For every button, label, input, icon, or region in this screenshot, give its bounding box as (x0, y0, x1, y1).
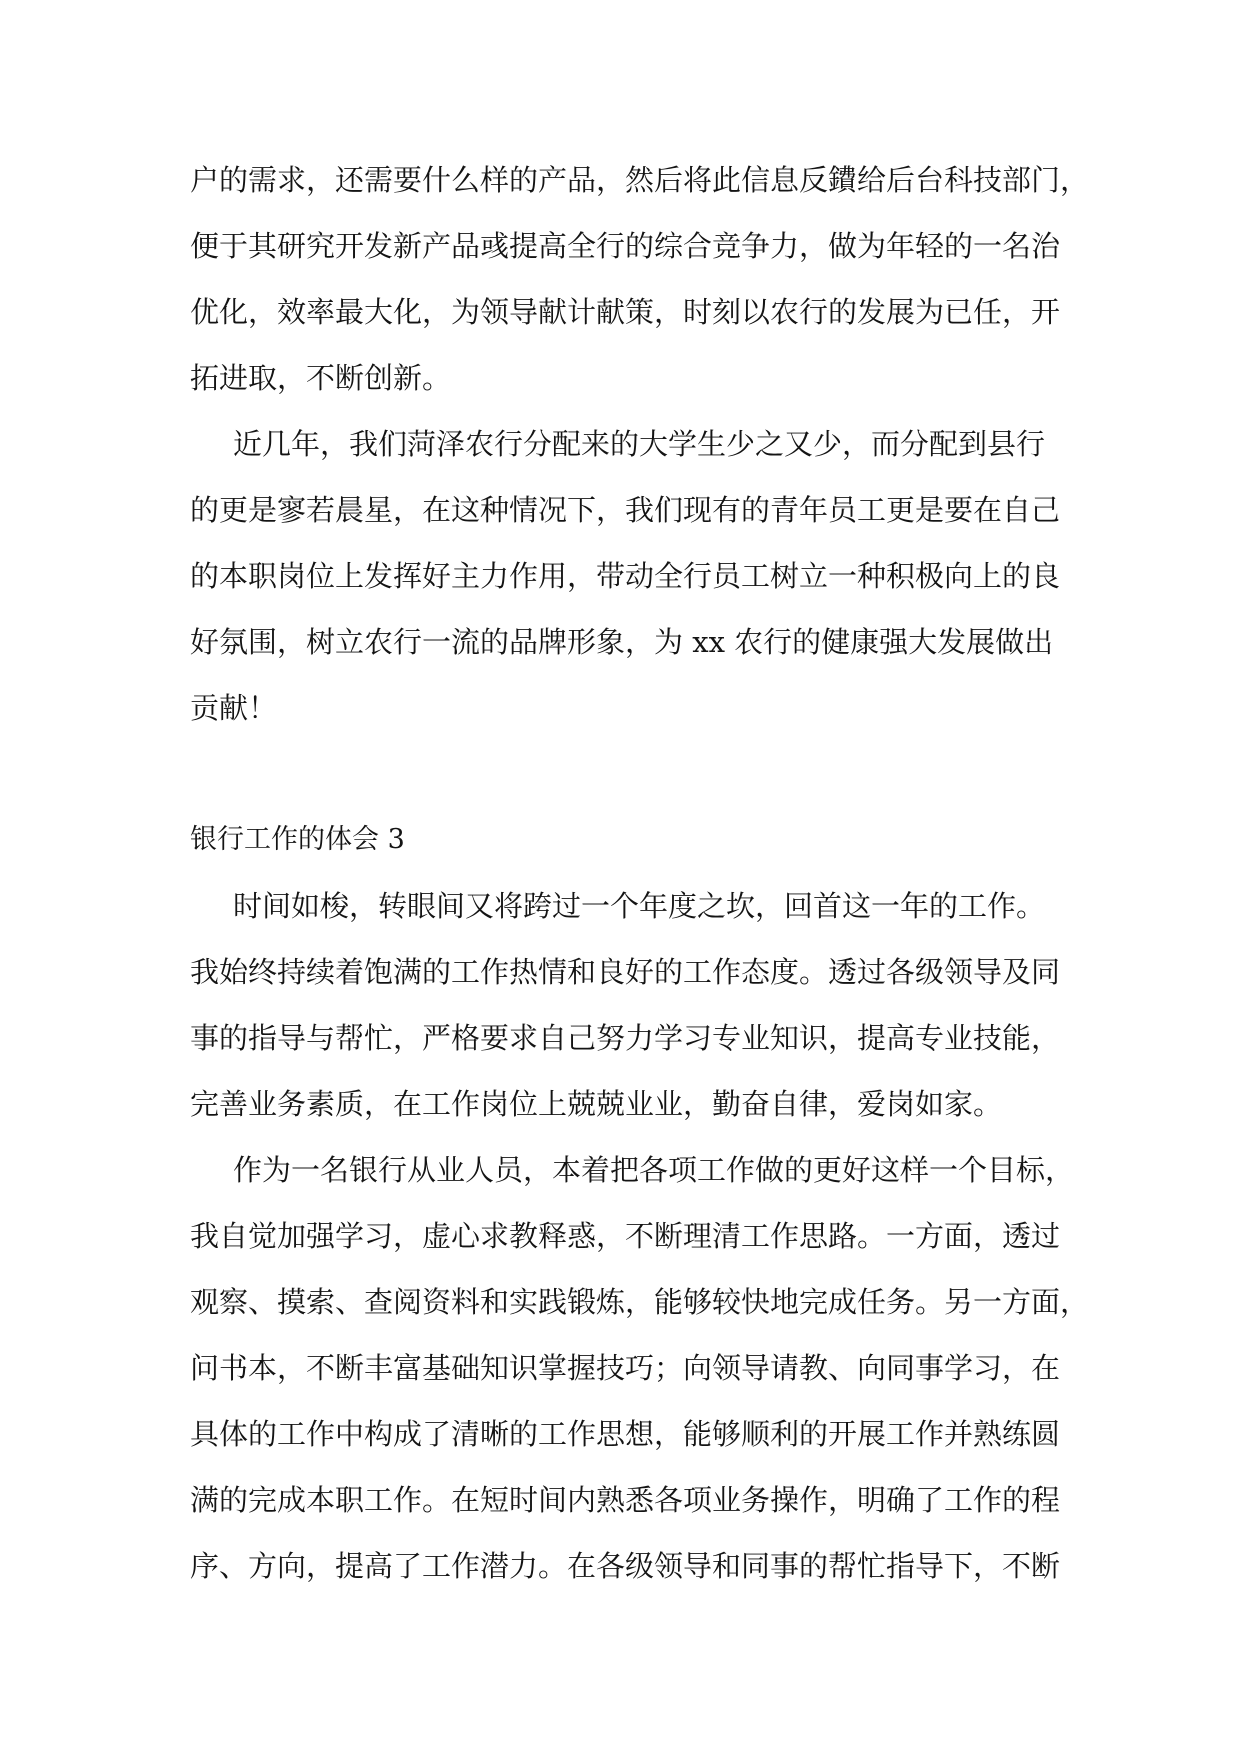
text-line: 贡献！ (190, 691, 278, 725)
text-line: 观察、摸索、查阅资料和实践锻炼，能够较快地完成任务。另一方面， (190, 1285, 1090, 1319)
text-line: 的更是寥若晨星，在这种情况下，我们现有的青年员工更是要在自己 (190, 493, 1061, 527)
text-line: 满的完成本职工作。在短时间内熟悉各项业务操作，明确了工作的程 (190, 1483, 1061, 1517)
paragraph-start-line: 时间如梭，转眼间又将跨过一个年度之坎，回首这一年的工作。 (233, 889, 1046, 923)
text-line: 完善业务素质，在工作岗位上兢兢业业，勤奋自律，爱岗如家。 (190, 1087, 1003, 1121)
text-line: 事的指导与帮忙，严格要求自己努力学习专业知识，提高专业技能， (190, 1021, 1061, 1055)
text-line: 问书本，不断丰富基础知识掌握技巧；向领导请教、向同事学习，在 (190, 1351, 1061, 1385)
blank-line (190, 741, 1060, 807)
paragraph-start-line: 近几年，我们菏泽农行分配来的大学生少之又少，而分配到县行 (233, 427, 1046, 461)
text-line: 的本职岗位上发挥好主力作用，带动全行员工树立一种积极向上的良 (190, 559, 1061, 593)
text-line: 便于其研究开发新产品彧提高全行的综合竞争力，做为年轻的一名治 (190, 229, 1061, 263)
paragraph-start-line: 作为一名银行从业人员，本着把各项工作做的更好这样一个目标， (233, 1153, 1075, 1187)
text-line: 我自觉加强学习，虚心求教释惑，不断理清工作思路。一方面，透过 (190, 1219, 1061, 1253)
section-heading: 银行工作的体会 3 (190, 824, 405, 855)
text-line: 优化，效率最大化，为领导献计献策，时刻以农行的发展为已任，开 (190, 295, 1061, 329)
document-body (190, 147, 1090, 1599)
text-line: 具体的工作中构成了清晰的工作思想，能够顺利的开展工作并熟练圆 (190, 1417, 1061, 1451)
text-line: 好氛围，树立农行一流的品牌形象，为 xx 农行的健康强大发展做出 (190, 625, 1054, 659)
text-line: 户的需求，还需要什么样的产品，然后将此信息反鐨给后台科技部门， (190, 163, 1090, 197)
text-line: 序、方向，提高了工作潜力。在各级领导和同事的帮忙指导下，不断 (190, 1549, 1061, 1583)
text-line: 拓进取，不断创新。 (190, 361, 452, 395)
text-line: 我始终持续着饱满的工作热情和良好的工作态度。透过各级领导及同 (190, 955, 1061, 989)
